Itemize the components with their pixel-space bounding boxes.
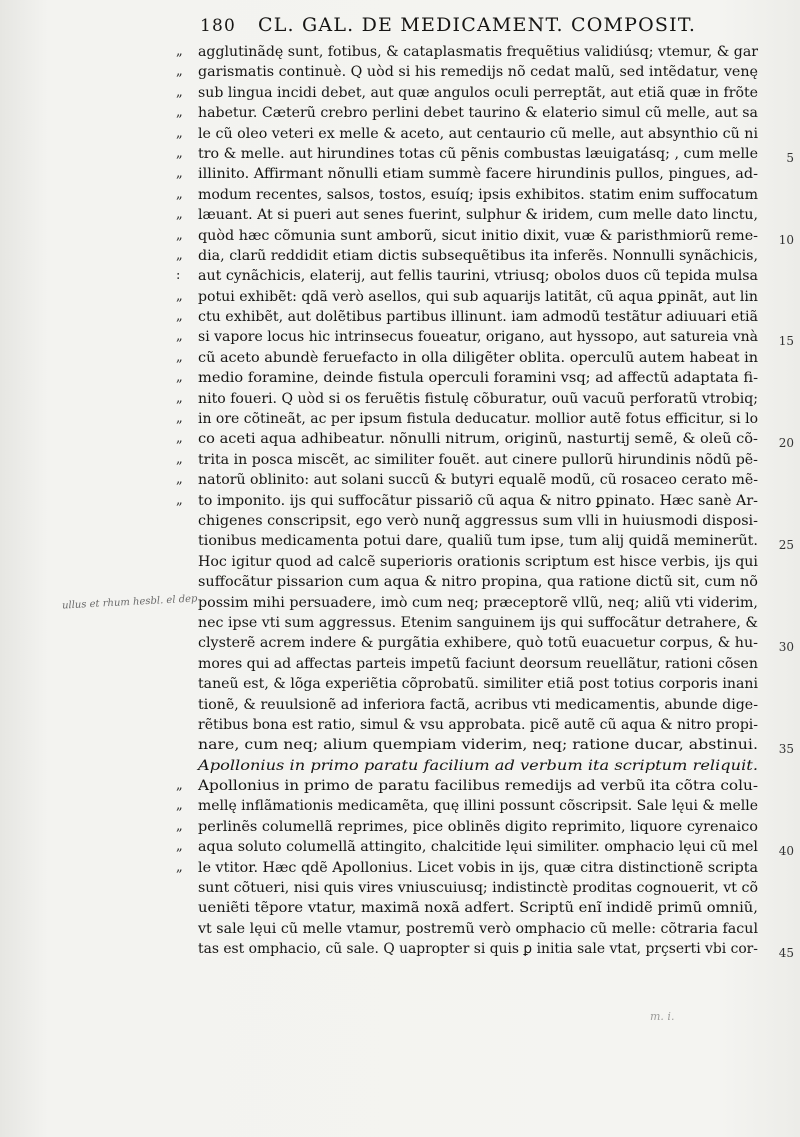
line-text: medio foramine, deinde fistula operculi foramini vsq; ad affectũ adaptata fi- (198, 370, 759, 387)
line-text: illinito. Affirmant nõnulli etiam summè facere hirundinis pullos, pingues, ad- (198, 166, 758, 183)
quotation-mark: „ (176, 451, 183, 467)
quotation-mark: „ (176, 145, 183, 161)
quotation-mark: „ (176, 227, 183, 243)
text-line (198, 654, 772, 674)
line-text: tro & melle. aut hirundines totas cũ pẽnis combustas læuigatásq; , cum melle (198, 145, 759, 162)
text-line (176, 62, 772, 82)
quotation-mark: „ (176, 186, 183, 202)
line-text: sunt cõtueri, nisi quis vires vniuscuiusq; indistinctè proditas cognouerit, vt cõ (198, 880, 758, 897)
text-line (176, 348, 772, 368)
quotation-mark: „ (176, 64, 183, 80)
margin-annotation: ullus et rhum hesbl. el dep (61, 593, 198, 612)
line-text: ctu exhibẽt, aut dolẽtibus partibus illinunt. iam admodũ testãtur adiuuari etiã (198, 309, 759, 326)
quotation-mark: „ (176, 778, 183, 794)
line-text: modum recentes, salsos, tostos, esuíq; ipsis exhibitos. statim enim suffocatum (198, 186, 759, 203)
quotation-mark: „ (176, 349, 183, 365)
quotation-mark: „ (176, 247, 183, 263)
line-text: potui exhibẽt: qdã verò asellos, qui sub aquarijs latitãt, cũ aqua ꝑpinãt, aut lin (198, 288, 758, 305)
line-text: cũ aceto abundè feruefacto in olla diligẽter oblita. operculũ autem habeat in (198, 349, 758, 366)
line-text: co aceti aqua adhibeatur. nõnulli nitrum, originũ, nasturtij semẽ, & oleũ cõ- (198, 431, 758, 448)
line-text: nare, cum neq; alium quempiam viderim, neq; ratione ducar, abstinui. (198, 737, 758, 754)
quotation-mark: „ (176, 411, 183, 427)
quotation-mark: „ (176, 839, 183, 855)
text-line (198, 531, 794, 553)
line-number: 5 (786, 150, 794, 165)
line-text: to imponito. ijs qui suffocãtur pissariõ cũ aqua & nitro ꝑpinato. Hæc sanè Ar- (198, 492, 759, 509)
line-number: 15 (778, 334, 794, 349)
line-text: Hoc igitur quod ad calcẽ superioris orationis scriptum est hisce verbis, ijs qui (198, 553, 758, 570)
text-line (176, 776, 772, 796)
line-text: clysterẽ acrem indere & purgãtia exhibere, quò totũ euacuetur corpus, & hu- (198, 635, 758, 652)
line-text: habetur. Cæterũ crebro perlini debet taurino & elaterio simul cũ melle, aut sa (198, 105, 758, 122)
text-line (176, 858, 772, 878)
text-block (176, 42, 794, 961)
line-text: garismatis continuè. Q uòd si his remedijs nõ cedat malũ, sed intẽdatur, venę (198, 64, 759, 81)
line-text: le vtitor. Hæc qdẽ Apollonius. Licet vobis in ijs, quæ citra distinctionẽ scripta (198, 859, 758, 876)
text-line (198, 613, 772, 633)
text-line (198, 552, 772, 572)
line-text: perlinẽs columellã reprimes, pice oblinẽs digito reprimito, liquore cyrenaico (198, 818, 758, 835)
line-number: 25 (778, 538, 794, 553)
line-text: nec ipse vti sum aggressus. Etenim sanguinem ijs qui suffocãtur detrahere, & (198, 614, 758, 631)
text-line (176, 796, 772, 816)
text-line (176, 368, 772, 388)
text-line (198, 735, 794, 757)
text-line (198, 939, 794, 961)
text-line (176, 327, 794, 349)
quotation-mark: „ (176, 207, 183, 223)
quotation-mark: „ (176, 84, 183, 100)
text-line (176, 144, 794, 165)
quotation-mark: „ (176, 105, 183, 121)
line-text: chigenes conscripsit, ego verò nunq̃ aggressus sum vlli in huiusmodi disposi- (198, 512, 758, 529)
quotation-mark: „ (176, 166, 183, 182)
quotation-mark: „ (176, 492, 183, 508)
text-line (176, 429, 794, 451)
line-text: le cũ oleo veteri ex melle & aceto, aut centaurio cũ melle, aut absynthio cũ ni (198, 125, 759, 142)
line-text: nito foueri. Q uòd si os feruẽtis fistulę cõburatur, ouũ vacuũ perforatũ vtrobiq; (198, 390, 759, 407)
text-line (198, 715, 772, 735)
line-text: tionibus medicamenta potui dare, qualiũ tum ipse, tum alij quidã meminerũt. (198, 533, 758, 550)
text-line (198, 919, 772, 939)
quotation-mark: „ (176, 329, 183, 345)
text-line (176, 266, 772, 286)
quotation-mark: „ (176, 818, 183, 834)
line-text: trita in posca miscẽt, ac similiter fouẽt. aut cinere pullorũ hirundinis nõdũ pẽ- (198, 451, 758, 468)
text-line (176, 185, 772, 205)
running-title: CL. GAL. DE MEDICAMENT. COMPOSIT. (258, 14, 697, 36)
quotation-mark: „ (176, 309, 183, 325)
text-line (198, 593, 772, 613)
text-line (176, 287, 772, 307)
line-text: vt sale lęui cũ melle vtamur, postremũ verò omphacio cũ melle: cõtraria facul (198, 920, 759, 937)
quotation-mark: „ (176, 431, 183, 447)
text-line (176, 491, 772, 511)
quotation-mark: „ (176, 472, 183, 488)
line-text: ueniẽti tẽpore vtatur, maximã noxã adfert. Scriptũ enĩ indidẽ primũ omniũ, (198, 900, 758, 917)
quotation-mark: : (176, 268, 181, 284)
line-text: in ore cõtineãt, ac per ipsum fistula deducatur. mollior autẽ fotus efficitur, si lo (198, 411, 759, 428)
text-line (176, 837, 794, 859)
text-line (176, 226, 794, 247)
rubric-line (198, 756, 772, 776)
page-number: 180 (200, 16, 237, 36)
line-text: mellę inflãmationis medicamẽta, quę illini possunt cõscripsit. Sale lęui & melle (198, 798, 759, 815)
text-line (198, 511, 772, 531)
line-text: tas est omphacio, cũ sale. Q uapropter si quis ꝑ initia sale vtat, prçserti vbi cor- (198, 941, 758, 958)
line-number: 30 (778, 640, 794, 655)
text-line (176, 103, 772, 123)
line-text: possim mihi persuadere, imò cum neq; præceptorẽ vllũ, neq; aliũ vti viderim, (198, 594, 758, 611)
line-text: taneũ est, & lõga experiẽtia cõprobatũ. similiter etiã post totius corporis inani (198, 676, 758, 693)
line-text: tionẽ, & reuulsionẽ ad inferiora factã, acribus vti medicamentis, abunde dige- (198, 696, 759, 713)
text-line (176, 164, 772, 184)
line-text: mores qui ad affectas parteis impetũ faciunt deorsum reuellãtur, rationi cõsen (198, 655, 758, 672)
running-header (200, 12, 760, 40)
line-text: natorũ oblinito: aut solani succũ & butyri equalẽ modũ, cũ rosaceo cerato mẽ- (198, 472, 758, 489)
text-line (198, 898, 772, 918)
text-line (176, 42, 772, 62)
line-text: dia, clarũ reddidit etiam dictis subsequẽtibus ita inferẽs. Nonnulli synãchicis, (198, 247, 758, 264)
text-line (198, 572, 772, 592)
line-number: 35 (778, 742, 794, 757)
line-text: sub lingua incidi debet, aut quæ angulos oculi perreptãt, aut etiã quæ in frõte (198, 84, 759, 101)
line-number: 20 (778, 436, 794, 451)
line-number: 10 (778, 232, 794, 247)
text-line (176, 817, 772, 837)
text-line (176, 124, 772, 144)
line-text: quòd hæc cõmunia sunt amborũ, sicut initio dixit, vuæ & paristhmiorũ reme- (198, 227, 759, 244)
text-line (198, 695, 772, 715)
quotation-mark: „ (176, 859, 183, 875)
text-line (176, 246, 772, 266)
text-line (176, 450, 772, 470)
text-line (176, 83, 772, 103)
text-line (176, 389, 772, 409)
line-text: læuant. At si pueri aut senes fuerint, sulphur & iridem, cum melle dato linctu, (198, 207, 759, 224)
text-line (176, 205, 772, 225)
line-text: Apollonius in primo paratu facilium ad verbum ita scriptum reliquit. (198, 757, 758, 774)
line-text: si vapore locus hic intrinsecus foueatur, origano, aut hyssopo, aut satureia vnà (198, 329, 759, 346)
line-text: suffocãtur pissarion cum aqua & nitro propina, qua ratione dictũ sit, cum nõ (198, 574, 758, 591)
line-text: rẽtibus bona est ratio, simul & vsu approbata. picẽ autẽ cũ aqua & nitro propi- (198, 716, 758, 733)
line-number: 45 (778, 946, 794, 961)
bleed-through-text: m. i. (650, 1010, 675, 1023)
text-line (176, 470, 772, 490)
quotation-mark: „ (176, 370, 183, 386)
line-text: aqua soluto columellã attingito, chalcitide lęui similiter. omphacio lęui cũ mel (198, 839, 758, 856)
text-line (198, 633, 794, 655)
text-line (176, 409, 772, 429)
line-text: Apollonius in primo de paratu facilibus remedijs ad verbũ ita cõtra colu- (198, 778, 759, 795)
line-text: aut cynãchicis, elaterij, aut fellis taurini, vtriusq; obolos duos cũ tepida mulsa (198, 268, 758, 285)
text-line (198, 674, 772, 694)
quotation-mark: „ (176, 125, 183, 141)
quotation-mark: „ (176, 390, 183, 406)
quotation-mark: „ (176, 288, 183, 304)
quotation-mark: „ (176, 798, 183, 814)
line-number: 40 (778, 844, 794, 859)
text-line (198, 878, 772, 898)
line-text: agglutinãdę sunt, fotibus, & cataplasmatis frequẽtius validiúsq; vtemur, & gar (198, 44, 758, 60)
text-line (176, 307, 772, 327)
quotation-mark: „ (176, 44, 183, 59)
